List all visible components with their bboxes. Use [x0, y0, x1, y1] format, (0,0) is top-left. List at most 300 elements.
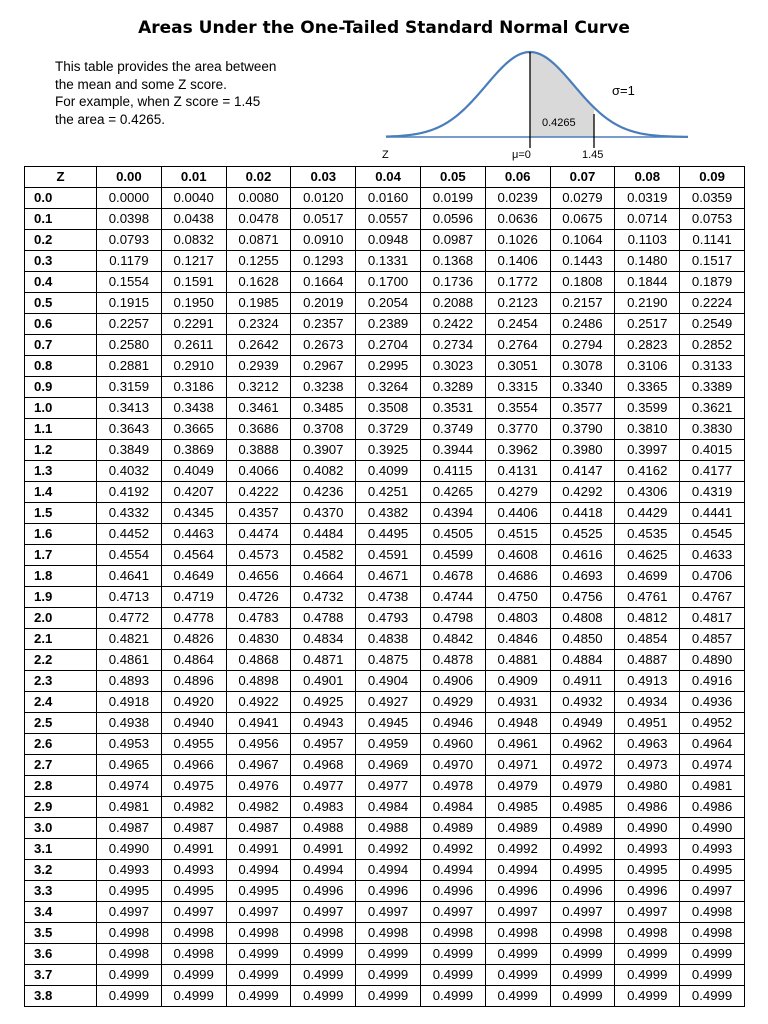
area-cell: 0.4686: [485, 566, 550, 587]
table-row: [25, 713, 745, 734]
area-cell: 0.4525: [550, 524, 615, 545]
area-cell: 0.4953: [97, 734, 162, 755]
z-value-cell: 2.7: [25, 755, 97, 776]
area-cell: 0.2734: [420, 335, 485, 356]
area-cell: 0.4997: [615, 902, 680, 923]
area-cell: 0.3643: [97, 419, 162, 440]
area-cell: 0.4991: [291, 839, 356, 860]
z-value-cell: 3.6: [25, 944, 97, 965]
area-cell: 0.4945: [356, 713, 421, 734]
area-cell: 0.4222: [226, 482, 291, 503]
area-cell: 0.3023: [420, 356, 485, 377]
area-cell: 0.4265: [420, 482, 485, 503]
area-cell: 0.4992: [485, 839, 550, 860]
column-header: 0.00: [97, 167, 162, 188]
area-cell: 0.3289: [420, 377, 485, 398]
table-row: [25, 608, 745, 629]
area-cell: 0.4994: [485, 860, 550, 881]
area-cell: 0.4495: [356, 524, 421, 545]
area-cell: 0.1772: [485, 272, 550, 293]
area-cell: 0.4861: [97, 650, 162, 671]
area-cell: 0.4977: [356, 776, 421, 797]
area-cell: 0.4893: [97, 671, 162, 692]
area-cell: 0.4988: [356, 818, 421, 839]
table-row: [25, 482, 745, 503]
z-value-cell: 3.5: [25, 923, 97, 944]
area-cell: 0.4999: [485, 944, 550, 965]
z-value-cell: 2.5: [25, 713, 97, 734]
area-cell: 0.4884: [550, 650, 615, 671]
table-row: [25, 776, 745, 797]
area-cell: 0.3962: [485, 440, 550, 461]
area-cell: 0.4798: [420, 608, 485, 629]
area-cell: 0.4998: [161, 923, 226, 944]
area-cell: 0.4783: [226, 608, 291, 629]
area-cell: 0.4834: [291, 629, 356, 650]
area-cell: 0.4608: [485, 545, 550, 566]
z-value-cell: 1.9: [25, 587, 97, 608]
area-cell: 0.3997: [615, 440, 680, 461]
area-cell: 0.0120: [291, 188, 356, 209]
area-cell: 0.4913: [615, 671, 680, 692]
area-cell: 0.3790: [550, 419, 615, 440]
table-row: [25, 860, 745, 881]
area-cell: 0.4968: [291, 755, 356, 776]
area-cell: 0.4998: [291, 923, 356, 944]
area-cell: 0.4949: [550, 713, 615, 734]
table-row: [25, 188, 745, 209]
area-cell: 0.4987: [226, 818, 291, 839]
area-cell: 0.4082: [291, 461, 356, 482]
area-cell: 0.4971: [485, 755, 550, 776]
area-cell: 0.4750: [485, 587, 550, 608]
area-cell: 0.1026: [485, 230, 550, 251]
table-row: [25, 230, 745, 251]
area-cell: 0.4732: [291, 587, 356, 608]
area-cell: 0.0910: [291, 230, 356, 251]
z-value-cell: 3.7: [25, 965, 97, 986]
area-cell: 0.4999: [550, 944, 615, 965]
area-cell: 0.4997: [420, 902, 485, 923]
area-cell: 0.0714: [615, 209, 680, 230]
area-cell: 0.2054: [356, 293, 421, 314]
table-row: [25, 503, 745, 524]
column-header: 0.08: [615, 167, 680, 188]
area-cell: 0.0080: [226, 188, 291, 209]
area-cell: 0.4864: [161, 650, 226, 671]
area-cell: 0.0319: [615, 188, 680, 209]
area-cell: 0.1255: [226, 251, 291, 272]
column-header: 0.04: [356, 167, 421, 188]
area-cell: 0.4997: [485, 902, 550, 923]
area-cell: 0.4969: [356, 755, 421, 776]
area-cell: 0.0793: [97, 230, 162, 251]
area-cell: 0.2517: [615, 314, 680, 335]
area-cell: 0.0478: [226, 209, 291, 230]
area-cell: 0.4976: [226, 776, 291, 797]
area-cell: 0.4948: [485, 713, 550, 734]
area-cell: 0.3577: [550, 398, 615, 419]
area-cell: 0.4911: [550, 671, 615, 692]
table-row: [25, 986, 745, 1007]
area-cell: 0.4706: [680, 566, 745, 587]
area-cell: 0.0871: [226, 230, 291, 251]
area-cell: 0.4115: [420, 461, 485, 482]
area-cell: 0.4999: [226, 965, 291, 986]
area-cell: 0.4984: [356, 797, 421, 818]
area-cell: 0.4960: [420, 734, 485, 755]
z-value-cell: 1.2: [25, 440, 97, 461]
area-cell: 0.4699: [615, 566, 680, 587]
area-cell: 0.4878: [420, 650, 485, 671]
area-cell: 0.4932: [550, 692, 615, 713]
area-cell: 0.2291: [161, 314, 226, 335]
area-cell: 0.1591: [161, 272, 226, 293]
area-cell: 0.4974: [97, 776, 162, 797]
area-cell: 0.3051: [485, 356, 550, 377]
area-cell: 0.2422: [420, 314, 485, 335]
area-cell: 0.4992: [550, 839, 615, 860]
z-table: [24, 166, 745, 1007]
area-cell: 0.4633: [680, 545, 745, 566]
area-cell: 0.4993: [615, 839, 680, 860]
area-cell: 0.4993: [161, 860, 226, 881]
area-cell: 0.4995: [161, 881, 226, 902]
area-cell: 0.4394: [420, 503, 485, 524]
table-row: [25, 818, 745, 839]
area-cell: 0.4738: [356, 587, 421, 608]
area-cell: 0.4995: [680, 860, 745, 881]
area-cell: 0.4999: [485, 965, 550, 986]
area-cell: 0.1879: [680, 272, 745, 293]
area-cell: 0.4999: [356, 986, 421, 1007]
area-cell: 0.2454: [485, 314, 550, 335]
area-cell: 0.4332: [97, 503, 162, 524]
area-cell: 0.4986: [615, 797, 680, 818]
area-cell: 0.4582: [291, 545, 356, 566]
area-cell: 0.1664: [291, 272, 356, 293]
area-cell: 0.4961: [485, 734, 550, 755]
area-cell: 0.4986: [680, 797, 745, 818]
area-cell: 0.4664: [291, 566, 356, 587]
table-row: [25, 839, 745, 860]
area-cell: 0.4788: [291, 608, 356, 629]
area-cell: 0.3389: [680, 377, 745, 398]
area-cell: 0.4826: [161, 629, 226, 650]
area-cell: 0.4999: [680, 986, 745, 1007]
area-cell: 0.4441: [680, 503, 745, 524]
area-cell: 0.4998: [615, 923, 680, 944]
area-cell: 0.1406: [485, 251, 550, 272]
z-value-cell: 0.3: [25, 251, 97, 272]
area-cell: 0.4890: [680, 650, 745, 671]
area-cell: 0.4545: [680, 524, 745, 545]
area-cell: 0.4998: [420, 923, 485, 944]
area-cell: 0.3869: [161, 440, 226, 461]
area-cell: 0.4418: [550, 503, 615, 524]
area-cell: 0.4591: [356, 545, 421, 566]
area-cell: 0.4887: [615, 650, 680, 671]
area-cell: 0.4236: [291, 482, 356, 503]
area-cell: 0.1736: [420, 272, 485, 293]
area-cell: 0.2939: [226, 356, 291, 377]
area-cell: 0.1480: [615, 251, 680, 272]
area-cell: 0.3413: [97, 398, 162, 419]
area-cell: 0.4999: [615, 986, 680, 1007]
area-cell: 0.4992: [356, 839, 421, 860]
table-row: [25, 692, 745, 713]
area-cell: 0.4871: [291, 650, 356, 671]
area-cell: 0.4251: [356, 482, 421, 503]
z-value-cell: 2.3: [25, 671, 97, 692]
area-cell: 0.4452: [97, 524, 162, 545]
area-cell: 0.4934: [615, 692, 680, 713]
area-cell: 0.4972: [550, 755, 615, 776]
area-cell: 0.4881: [485, 650, 550, 671]
area-cell: 0.4463: [161, 524, 226, 545]
area-cell: 0.4896: [161, 671, 226, 692]
area-cell: 0.4998: [97, 923, 162, 944]
area-cell: 0.0438: [161, 209, 226, 230]
column-header: 0.09: [680, 167, 745, 188]
area-cell: 0.4920: [161, 692, 226, 713]
area-cell: 0.4713: [97, 587, 162, 608]
z-value-label: 1.45: [582, 149, 604, 161]
area-cell: 0.4991: [226, 839, 291, 860]
area-cell: 0.4345: [161, 503, 226, 524]
area-cell: 0.0279: [550, 188, 615, 209]
area-cell: 0.4946: [420, 713, 485, 734]
area-cell: 0.3810: [615, 419, 680, 440]
area-cell: 0.4936: [680, 692, 745, 713]
intro-line: For example, when Z score = 1.45: [55, 94, 261, 109]
area-cell: 0.3133: [680, 356, 745, 377]
area-cell: 0.4357: [226, 503, 291, 524]
table-row: [25, 293, 745, 314]
area-cell: 0.4015: [680, 440, 745, 461]
z-value-cell: 0.6: [25, 314, 97, 335]
table-row: [25, 398, 745, 419]
area-cell: 0.3264: [356, 377, 421, 398]
area-cell: 0.4999: [550, 986, 615, 1007]
area-cell: 0.3340: [550, 377, 615, 398]
area-cell: 0.3729: [356, 419, 421, 440]
area-cell: 0.4854: [615, 629, 680, 650]
area-cell: 0.4963: [615, 734, 680, 755]
intro-text: [55, 58, 355, 128]
area-cell: 0.4999: [291, 965, 356, 986]
z-value-cell: 2.1: [25, 629, 97, 650]
area-cell: 0.4999: [291, 986, 356, 1007]
area-cell: 0.4964: [680, 734, 745, 755]
area-cell: 0.4951: [615, 713, 680, 734]
area-cell: 0.1331: [356, 251, 421, 272]
area-cell: 0.4778: [161, 608, 226, 629]
z-value-cell: 3.2: [25, 860, 97, 881]
table-row: [25, 419, 745, 440]
area-cell: 0.2224: [680, 293, 745, 314]
area-cell: 0.4131: [485, 461, 550, 482]
area-cell: 0.3485: [291, 398, 356, 419]
area-cell: 0.4846: [485, 629, 550, 650]
area-cell: 0.3238: [291, 377, 356, 398]
area-cell: 0.4997: [356, 902, 421, 923]
area-cell: 0.3907: [291, 440, 356, 461]
area-cell: 0.4906: [420, 671, 485, 692]
area-cell: 0.1628: [226, 272, 291, 293]
area-cell: 0.2486: [550, 314, 615, 335]
area-cell: 0.4979: [550, 776, 615, 797]
area-cell: 0.1950: [161, 293, 226, 314]
area-cell: 0.0160: [356, 188, 421, 209]
area-cell: 0.4995: [97, 881, 162, 902]
area-cell: 0.4641: [97, 566, 162, 587]
area-cell: 0.4756: [550, 587, 615, 608]
area-cell: 0.3078: [550, 356, 615, 377]
area-cell: 0.4978: [420, 776, 485, 797]
z-value-cell: 2.8: [25, 776, 97, 797]
area-cell: 0.0753: [680, 209, 745, 230]
area-cell: 0.1141: [680, 230, 745, 251]
table-row: [25, 566, 745, 587]
area-cell: 0.3186: [161, 377, 226, 398]
area-cell: 0.4625: [615, 545, 680, 566]
area-cell: 0.1985: [226, 293, 291, 314]
mean-label: μ=0: [512, 149, 531, 161]
area-cell: 0.4999: [161, 986, 226, 1007]
area-cell: 0.4989: [485, 818, 550, 839]
table-row: [25, 251, 745, 272]
area-cell: 0.0000: [97, 188, 162, 209]
table-row: [25, 587, 745, 608]
z-axis-label: Z: [382, 149, 389, 161]
area-cell: 0.4998: [680, 923, 745, 944]
area-cell: 0.1217: [161, 251, 226, 272]
area-cell: 0.4967: [226, 755, 291, 776]
z-value-cell: 3.3: [25, 881, 97, 902]
area-cell: 0.4319: [680, 482, 745, 503]
area-cell: 0.4995: [226, 881, 291, 902]
area-cell: 0.1179: [97, 251, 162, 272]
area-cell: 0.4772: [97, 608, 162, 629]
area-cell: 0.4793: [356, 608, 421, 629]
area-cell: 0.3461: [226, 398, 291, 419]
table-body: [25, 188, 745, 1007]
area-cell: 0.4564: [161, 545, 226, 566]
area-cell: 0.4599: [420, 545, 485, 566]
area-cell: 0.4999: [485, 986, 550, 1007]
z-value-cell: 0.9: [25, 377, 97, 398]
area-cell: 0.4474: [226, 524, 291, 545]
area-cell: 0.4962: [550, 734, 615, 755]
area-cell: 0.2673: [291, 335, 356, 356]
area-cell: 0.1293: [291, 251, 356, 272]
area-cell: 0.3665: [161, 419, 226, 440]
area-cell: 0.4099: [356, 461, 421, 482]
z-value-cell: 3.4: [25, 902, 97, 923]
table-row: [25, 671, 745, 692]
area-cell: 0.4744: [420, 587, 485, 608]
area-cell: 0.4922: [226, 692, 291, 713]
area-cell: 0.4980: [615, 776, 680, 797]
area-cell: 0.2967: [291, 356, 356, 377]
area-cell: 0.2642: [226, 335, 291, 356]
area-cell: 0.0948: [356, 230, 421, 251]
area-cell: 0.0557: [356, 209, 421, 230]
area-cell: 0.4838: [356, 629, 421, 650]
table-row: [25, 314, 745, 335]
area-cell: 0.4965: [97, 755, 162, 776]
area-cell: 0.0596: [420, 209, 485, 230]
area-cell: 0.3599: [615, 398, 680, 419]
area-cell: 0.4693: [550, 566, 615, 587]
area-cell: 0.2995: [356, 356, 421, 377]
table-row: [25, 461, 745, 482]
z-value-cell: 3.1: [25, 839, 97, 860]
table-row: [25, 335, 745, 356]
z-value-cell: 0.7: [25, 335, 97, 356]
column-header: 0.05: [420, 167, 485, 188]
area-cell: 0.4998: [356, 923, 421, 944]
area-cell: 0.4830: [226, 629, 291, 650]
table-row: [25, 965, 745, 986]
area-cell: 0.4842: [420, 629, 485, 650]
area-cell: 0.4719: [161, 587, 226, 608]
z-value-cell: 1.4: [25, 482, 97, 503]
area-cell: 0.4998: [550, 923, 615, 944]
area-cell: 0.4850: [550, 629, 615, 650]
z-value-cell: 2.9: [25, 797, 97, 818]
area-cell: 0.4956: [226, 734, 291, 755]
area-cell: 0.0675: [550, 209, 615, 230]
area-cell: 0.4671: [356, 566, 421, 587]
area-cell: 0.0398: [97, 209, 162, 230]
table-row: [25, 797, 745, 818]
area-cell: 0.1064: [550, 230, 615, 251]
area-cell: 0.3944: [420, 440, 485, 461]
area-cell: 0.4988: [291, 818, 356, 839]
table-row: [25, 209, 745, 230]
area-cell: 0.4515: [485, 524, 550, 545]
area-cell: 0.3554: [485, 398, 550, 419]
area-cell: 0.4904: [356, 671, 421, 692]
area-cell: 0.4979: [485, 776, 550, 797]
area-cell: 0.4940: [161, 713, 226, 734]
area-cell: 0.4049: [161, 461, 226, 482]
area-cell: 0.4909: [485, 671, 550, 692]
intro-line: the area = 0.4265.: [55, 111, 165, 127]
table-row: [25, 272, 745, 293]
z-value-cell: 0.4: [25, 272, 97, 293]
area-cell: 0.4995: [550, 860, 615, 881]
area-cell: 0.3438: [161, 398, 226, 419]
area-cell: 0.3888: [226, 440, 291, 461]
z-value-cell: 3.8: [25, 986, 97, 1007]
area-cell: 0.4997: [161, 902, 226, 923]
area-cell: 0.4941: [226, 713, 291, 734]
area-cell: 0.4997: [680, 881, 745, 902]
z-value-cell: 0.0: [25, 188, 97, 209]
area-cell: 0.4994: [291, 860, 356, 881]
area-cell: 0.3508: [356, 398, 421, 419]
area-cell: 0.4761: [615, 587, 680, 608]
area-cell: 0.4382: [356, 503, 421, 524]
area-cell: 0.4984: [420, 797, 485, 818]
table-row: [25, 440, 745, 461]
area-cell: 0.4999: [161, 965, 226, 986]
area-cell: 0.4993: [97, 860, 162, 881]
table-row: [25, 629, 745, 650]
